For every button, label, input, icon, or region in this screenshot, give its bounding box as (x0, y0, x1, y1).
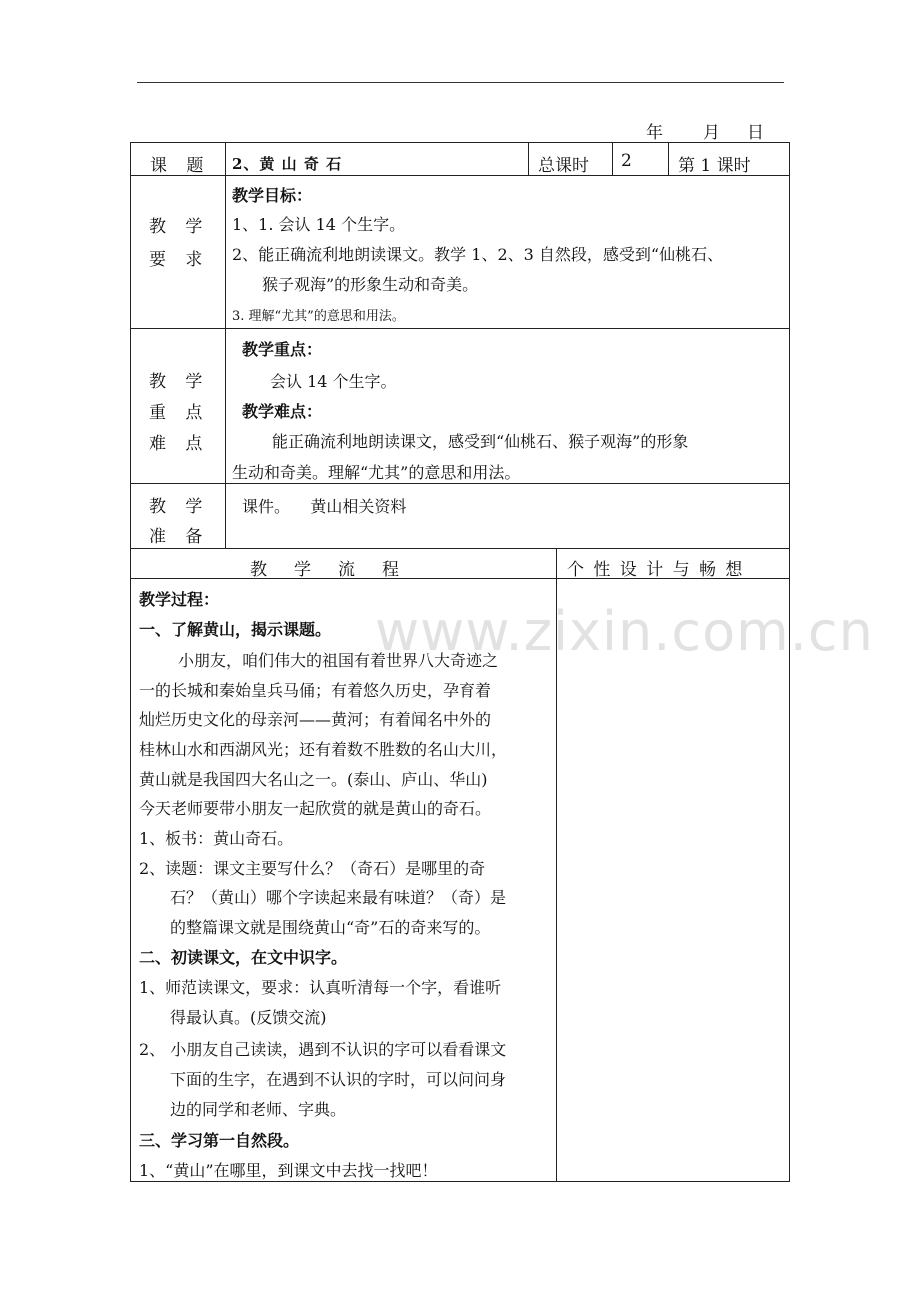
requirements-label: 要 求 (149, 250, 210, 270)
col-divider (225, 142, 226, 548)
list-item: 边的同学和老师、字典。 (170, 1100, 347, 1119)
process-title: 教学过程： (139, 590, 220, 609)
list-item: 的整篇课文就是围绕黄山“奇”石的奇来写的。 (170, 918, 491, 937)
section-heading: 一、了解黄山，揭示课题。 (139, 620, 332, 639)
list-item: 下面的生字，在遇到不认识的字时，可以问问身 (170, 1070, 507, 1089)
paragraph-line: 今天老师要带小朋友一起欣赏的就是黄山的奇石。 (139, 799, 492, 818)
section-heading: 二、初读课文，在文中识字。 (139, 948, 348, 967)
focus-label: 难 点 (149, 434, 210, 454)
date-month: 月 (703, 123, 720, 143)
paragraph-line: 一的长城和秦始皇兵马俑；有着悠久历史，孕育着 (139, 681, 492, 700)
key-points-title: 教学重点： (242, 340, 323, 359)
header-rule (137, 82, 784, 83)
list-item: 1、板书：黄山奇石。 (139, 829, 294, 848)
prep-label: 准 备 (149, 527, 210, 547)
watermark: www.zixin.com.cn (375, 600, 874, 663)
design-header: 个 性 设 计 与 畅 想 (567, 560, 745, 580)
col-divider (528, 142, 529, 175)
goal-line: 猴子观海”的形象生动和奇美。 (262, 275, 479, 294)
date-day: 日 (747, 123, 764, 143)
col-divider (668, 142, 669, 175)
list-item: 1、师范读课文，要求：认真听清每一个字，看谁听 (139, 978, 502, 997)
list-item: 1、“黄山”在哪里，到课文中去找一找吧！ (139, 1161, 438, 1180)
list-item: 2、 小朋友自己读读，遇到不认识的字可以看看课文 (139, 1040, 507, 1059)
focus-label: 重 点 (149, 403, 210, 423)
requirements-label: 教 学 (149, 217, 210, 237)
goal-line: 3. 理解“尤其”的意思和用法。 (232, 309, 405, 324)
total-periods-label: 总课时 (538, 156, 589, 176)
paragraph-line: 灿烂历史文化的母亲河——黄河；有着闻名中外的 (139, 710, 492, 729)
paragraph-line: 桂林山水和西湖风光；还有着数不胜数的名山大川， (139, 740, 508, 759)
goal-line: 1、1. 会认 14 个生字。 (232, 215, 406, 234)
row-divider (130, 328, 790, 329)
list-item: 得最认真。(反馈交流) (170, 1008, 327, 1027)
section-heading: 三、学习第一自然段。 (139, 1131, 300, 1150)
goal-line: 2、能正确流利地朗读课文。教学 1、2、3 自然段，感受到“仙桃石、 (232, 245, 724, 264)
paragraph-line: 小朋友，咱们伟大的祖国有着世界八大奇迹之 (178, 651, 499, 670)
total-periods-value: 2 (621, 151, 632, 171)
list-item: 2、读题：课文主要写什么？（奇石）是哪里的奇 (139, 859, 486, 878)
paragraph-line: 黄山就是我国四大名山之一。(泰山、庐山、华山) (139, 770, 488, 789)
topic-value: 2、黄 山 奇 石 (232, 155, 343, 173)
difficulty-title: 教学难点： (242, 402, 323, 421)
row-divider (130, 548, 790, 549)
key-points-text: 会认 14 个生字。 (270, 372, 397, 391)
period-number: 第 1 课时 (678, 156, 751, 176)
difficulty-text: 能正确流利地朗读课文，感受到“仙桃石、猴子观海”的形象 (272, 432, 689, 451)
date-year: 年 (646, 123, 663, 143)
prep-label: 教 学 (149, 497, 210, 517)
goals-title: 教学目标： (232, 186, 313, 205)
focus-label: 教 学 (149, 372, 210, 392)
prep-text: 课件。 黄山相关资料 (242, 497, 407, 516)
topic-label: 课 题 (150, 156, 211, 176)
col-divider (612, 142, 613, 175)
row-divider (130, 483, 790, 484)
list-item: 石？（黄山）哪个字读起来最有味道？（奇）是 (170, 888, 507, 907)
flow-header: 教 学 流 程 (250, 560, 400, 580)
difficulty-text: 生动和奇美。理解“尤其”的意思和用法。 (232, 463, 521, 482)
